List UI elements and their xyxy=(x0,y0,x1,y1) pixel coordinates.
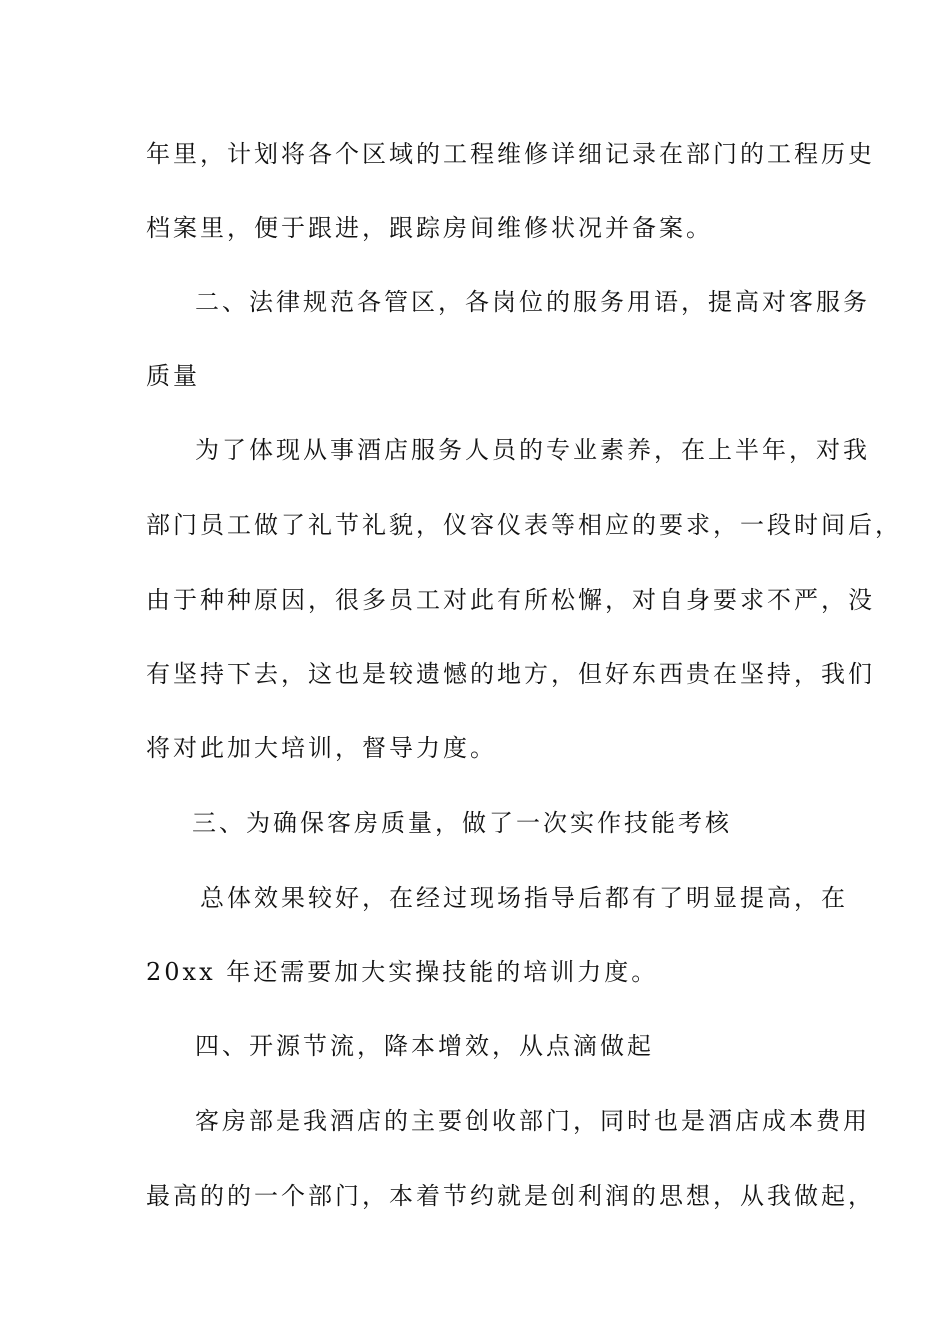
text-line: 档案里，便于跟进，跟踪房间维修状况并备案。 xyxy=(146,214,713,242)
section-heading: 四、开源节流，降本增效，从点滴做起 xyxy=(195,1032,654,1060)
text-line: 由于种种原因，很多员工对此有所松懈，对自身要求不严，没 xyxy=(146,586,875,614)
text-line: 客房部是我酒店的主要创收部门，同时也是酒店成本费用 xyxy=(195,1107,870,1135)
text-line: 将对此加大培训，督导力度。 xyxy=(146,734,497,762)
section-heading: 二、法律规范各管区，各岗位的服务用语，提高对客服务 xyxy=(195,288,870,316)
section-heading: 三、为确保客房质量，做了一次实作技能考核 xyxy=(192,809,732,837)
text-line: 部门员工做了礼节礼貌，仪容仪表等相应的要求，一段时间后， xyxy=(146,511,902,539)
text-line: 最高的的一个部门，本着节约就是创利润的思想，从我做起， xyxy=(146,1182,875,1210)
text-line: 总体效果较好，在经过现场指导后都有了明显提高，在 xyxy=(200,884,848,912)
section-heading: 质量 xyxy=(146,362,200,390)
text-line: 有坚持下去，这也是较遗憾的地方，但好东西贵在坚持，我们 xyxy=(146,660,875,688)
text-line: 年里，计划将各个区域的工程维修详细记录在部门的工程历史 xyxy=(146,140,875,168)
text-line: 为了体现从事酒店服务人员的专业素养，在上半年，对我 xyxy=(195,436,870,464)
text-line: 20xx 年还需要加大实操技能的培训力度。 xyxy=(146,958,659,986)
